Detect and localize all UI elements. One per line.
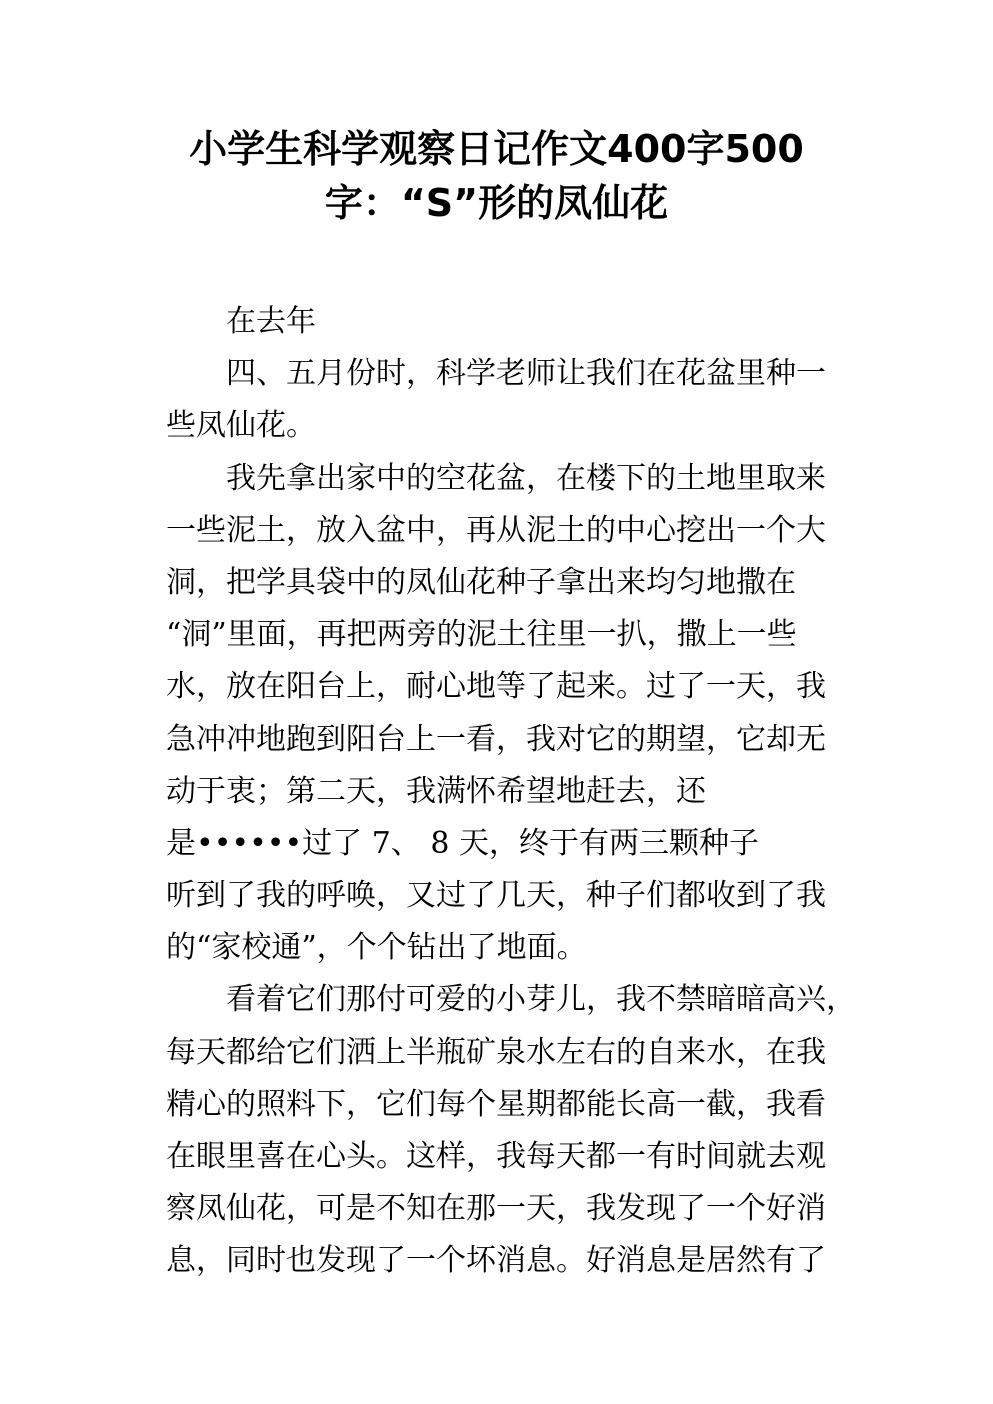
body-line: 急冲冲地跑到阳台上一看，我对它的期望，它却无 xyxy=(166,721,826,757)
body-line: “洞”里面，再把两旁的泥土往里一扒，撒上一些 xyxy=(166,617,797,653)
body-line: 息，同时也发现了一个坏消息。好消息是居然有了 xyxy=(166,1243,826,1279)
body-line: 一些泥土，放入盆中，再从泥土的中心挖出一个大 xyxy=(166,512,826,548)
title-line-2: 字：“S”形的凤仙花 xyxy=(324,181,669,225)
body-line: 精心的照料下，它们每个星期都能长高一截，我看 xyxy=(166,1086,826,1122)
body-line: 察凤仙花，可是不知在那一天，我发现了一个好消 xyxy=(166,1191,826,1227)
body-line: 听到了我的呼唤，又过了几天，种子们都收到了我 xyxy=(166,878,826,914)
body-line: 动于衷；第二天，我满怀希望地赶去，还 xyxy=(166,773,706,809)
body-line: 的“家校通”，个个钻出了地面。 xyxy=(166,930,587,966)
document-title xyxy=(0,122,993,230)
body-line: 洞，把学具袋中的凤仙花种子拿出来均匀地撒在 xyxy=(166,564,796,600)
body-line: 在去年 xyxy=(226,304,316,339)
document-body xyxy=(166,296,856,1288)
body-line: 是••••••过了 7、 8 天，终于有两三颗种子 xyxy=(166,825,759,861)
body-line: 水，放在阳台上，耐心地等了起来。过了一天，我 xyxy=(166,669,826,705)
body-line: 些凤仙花。 xyxy=(166,408,316,444)
body-line: 四、五月份时，科学老师让我们在花盆里种一 xyxy=(226,356,826,392)
body-line: 我先拿出家中的空花盆，在楼下的土地里取来 xyxy=(226,460,826,496)
body-line: 看着它们那付可爱的小芽儿，我不禁暗暗高兴， xyxy=(226,982,856,1018)
body-line: 在眼里喜在心头。这样，我每天都一有时间就去观 xyxy=(166,1139,826,1174)
body-line: 每天都给它们洒上半瓶矿泉水左右的自来水，在我 xyxy=(166,1034,826,1070)
title-line-1: 小学生科学观察日记作文400字500 xyxy=(189,127,804,171)
